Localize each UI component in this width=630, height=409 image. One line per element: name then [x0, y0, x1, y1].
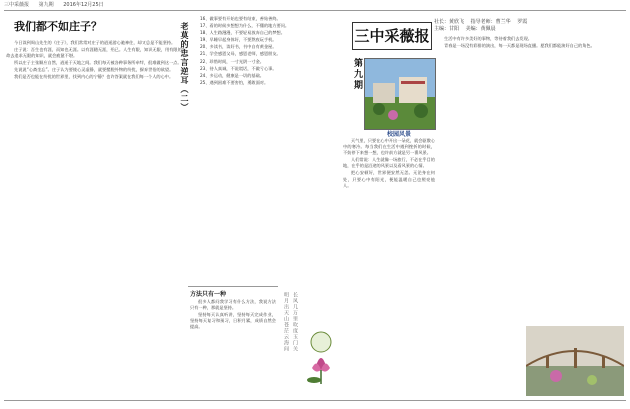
paragraph: 很多人都问我学习有什么方法，我说方法只有一种，那就是坚持。 [190, 299, 276, 311]
paragraph: 生活中有许多美好的事物，等待着我们去发现。 [444, 36, 532, 41]
paragraph: 所以庄子主张顺应自然，逍遥于天地之间。我们每天被各种事务所牵绊，很难做到这一点。 [14, 60, 182, 66]
info-president: 社长：黄欣飞 [434, 19, 465, 25]
lower-middle-article-title: 方法只有一种 [190, 291, 227, 298]
list-item: 23、待人真诚，不说谎话，不做亏心事。 [200, 65, 277, 71]
right-article [436, 36, 624, 326]
left-article-title: 我们都不如庄子？ [14, 20, 102, 33]
middle-article-list [200, 16, 340, 282]
list-item: 22、珍惜时间，一寸光阴一寸金。 [200, 58, 264, 64]
page-footer-rule [4, 400, 626, 409]
lower-middle-article-body [190, 299, 276, 397]
list-item: 24、多运动，健康是一切的基础。 [200, 72, 264, 78]
lower-middle-article-box [188, 286, 278, 398]
list-item: 19、早睡早起身体好，不要熬夜玩手机。 [200, 37, 277, 43]
bridge-photo [526, 326, 624, 396]
paragraph: 人们常说：人生就像一场旅行，不必在乎目的地，在乎的是沿途的风景以及看风景的心情。 [343, 157, 435, 169]
info-advisor: 指导老师：曹兰华 [470, 19, 511, 25]
paragraph: 坚持每天认真听讲，坚持每天完成作业，坚持每天复习和预习，日积月累，成绩自然会提高。 [190, 312, 276, 330]
info-advisor-2: 罗霞 [517, 19, 528, 25]
poem-line-2: 长风几万里吹度玉门关 [292, 292, 298, 352]
middle-article-title: 老莫的忠言逆耳（二） [180, 22, 189, 112]
paragraph: 青春是一场没有彩排的演出，每一天都是现场直播。愿我们都能演好自己的角色。 [444, 43, 595, 49]
page-header-bar [4, 0, 626, 11]
paper-name: 三中采薇报 [4, 2, 30, 8]
paragraph: 今日读到周山先生的《庄子》，我们常常对庄子的逍遥游心驰神往，却又总是不能坚持。 [14, 40, 176, 45]
paragraph: 把心安顿好，世界便安然无恙。无论身在何处，只要心中有阳光，便能温暖自己也照亮他人。 [343, 170, 435, 188]
info-editor: 主编：甘阳 [434, 26, 460, 32]
list-item: 18、人生路漫漫，不要轻易放弃自己的梦想。 [200, 30, 285, 36]
poem-line-1: 明月出天山苍茫云海间 [283, 292, 289, 352]
campus-photo-caption: 校园风景 [386, 131, 411, 138]
masthead-info [434, 19, 624, 33]
left-article-box [4, 14, 190, 400]
list-item: 20、多读书，读好书，书中自有黄金屋。 [200, 44, 277, 50]
paragraph: 我们是否也能在纷扰的世界里，找到内心的宁静？也许答案就在我们每一个人的心中。 [14, 74, 174, 80]
list-item: 21、学会感恩父母，感恩老师，感恩朋友。 [200, 51, 281, 57]
left-article-body [6, 40, 186, 395]
paragraph: 先说说“心斋坐忘”。庄子认为要使心灵虚静，就要摆脱外物的纷扰，摒弃世俗的欲望。 [14, 67, 174, 73]
list-item: 16、做事要有开始也要有结束，善始善终。 [200, 16, 281, 21]
campus-photo [364, 58, 436, 130]
list-item: 25、遇到困难不要害怕，勇敢面对。 [200, 79, 269, 85]
lotus-illustration [300, 330, 342, 385]
date-label: 2016年12月25日 [63, 2, 104, 8]
list-item: 17、看的时候多想想为什么，不懂的地方要问。 [200, 23, 290, 29]
masthead-title: 三中采薇报 [352, 22, 432, 50]
info-art-editor: 美编：黄佩晨 [465, 26, 496, 32]
issue-label: 第九期 [38, 2, 54, 8]
paragraph: 天气里，只要在心中开出一朵花，就会驱散心中的寒冷。每当我们在生活中遇到挫折的时候，不妨停下来想一想，也许前方就是另一番风景。 [343, 138, 435, 156]
center-right-article [343, 138, 435, 398]
paragraph: 庄子说：吾生也有涯，而知也无涯。以有涯随无涯，殆已。人生有限，知识无限，用有限的生命去追求无限的知识，就会疲惫不堪。 [6, 47, 186, 59]
masthead-issue: 第九期 [352, 58, 362, 91]
